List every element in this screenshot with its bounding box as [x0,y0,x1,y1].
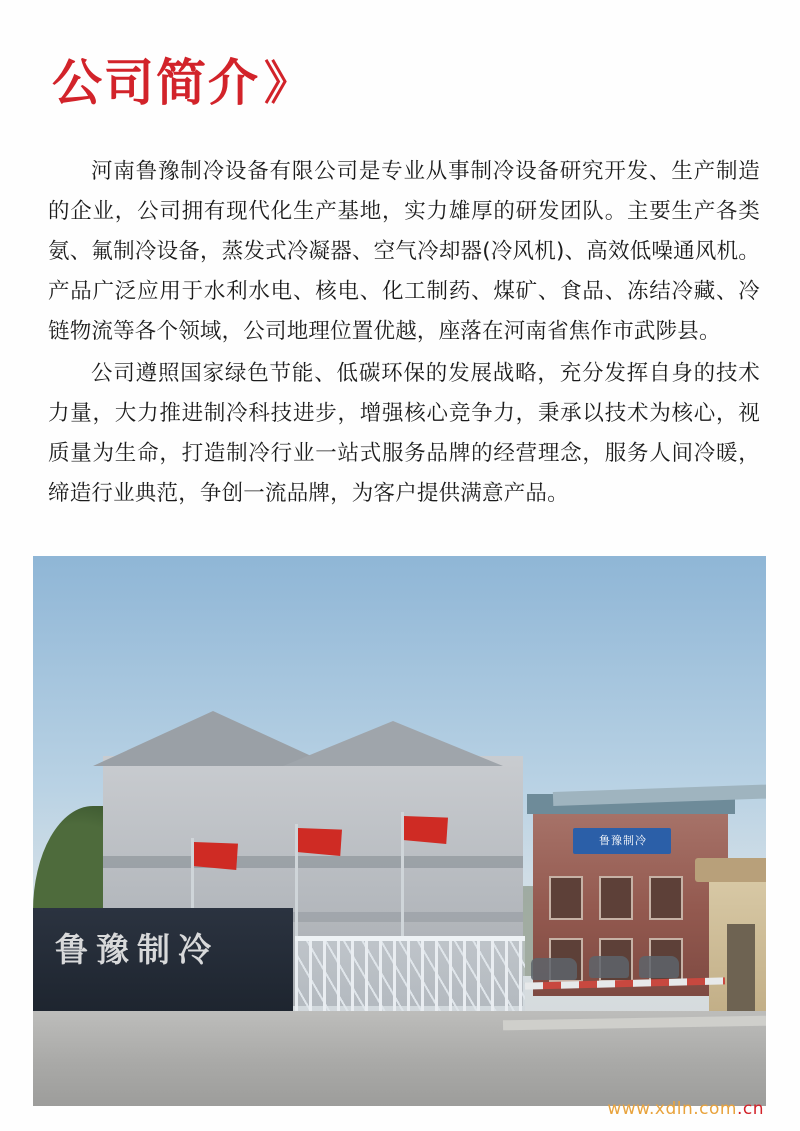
entrance-wall-sign: 鲁豫制冷 [55,930,219,969]
gate-rail-top [295,936,525,941]
gatehouse-door [727,924,755,1016]
office-window [599,876,633,920]
parked-car [589,956,629,978]
parked-car [531,958,577,980]
sliding-gate [295,936,525,1018]
shed-roof-right [283,721,503,766]
flag-1 [194,842,238,870]
photo-scene [33,556,766,1106]
flag-3 [404,816,448,844]
shed-band-upper [103,856,523,868]
company-profile-text [48,152,760,516]
watermark [607,1099,764,1119]
parked-car [639,956,679,978]
office-window [549,876,583,920]
flag-pole-3 [401,812,404,940]
watermark-tld: .cn [736,1099,764,1119]
page-title-text: 公司简介 [52,54,260,112]
page-title [52,54,310,112]
building-sign-text: 鲁豫制冷 [599,834,647,847]
watermark-domain: www.xdln.com [607,1099,737,1119]
paragraph-1: 河南鲁豫制冷设备有限公司是专业从事制冷设备研究开发、生产制造的企业，公司拥有现代化生产基地，实力雄厚的研发团队。主要生产各类氨、氟制冷设备，蒸发式冷凝器、空气冷却器(冷风机)、高效低噪通风机。产品广泛应用于水利水电、核电、化工制药、煤矿、食品、冻结冷藏、冷链物流等各个领域，公司地理位置优越，座落在河南省焦作市武陟县。 [48,159,760,344]
paragraph-2: 公司遵照国家绿色节能、低碳环保的发展战略，充分发挥自身的技术力量，大力推进制冷科技进步，增强核心竞争力，秉承以技术为核心，视质量为生命，打造制冷行业一站式服务品牌的经营理念，服务人间冷暖，缔造行业典范，争创一流品牌，为客户提供满意产品。 [48,361,760,506]
gatehouse-roof [695,858,766,882]
double-chevron-icon: 》 [264,56,310,110]
flag-2 [298,828,342,856]
office-window [649,876,683,920]
factory-photo [33,556,766,1106]
flag-pole-2 [295,824,298,942]
